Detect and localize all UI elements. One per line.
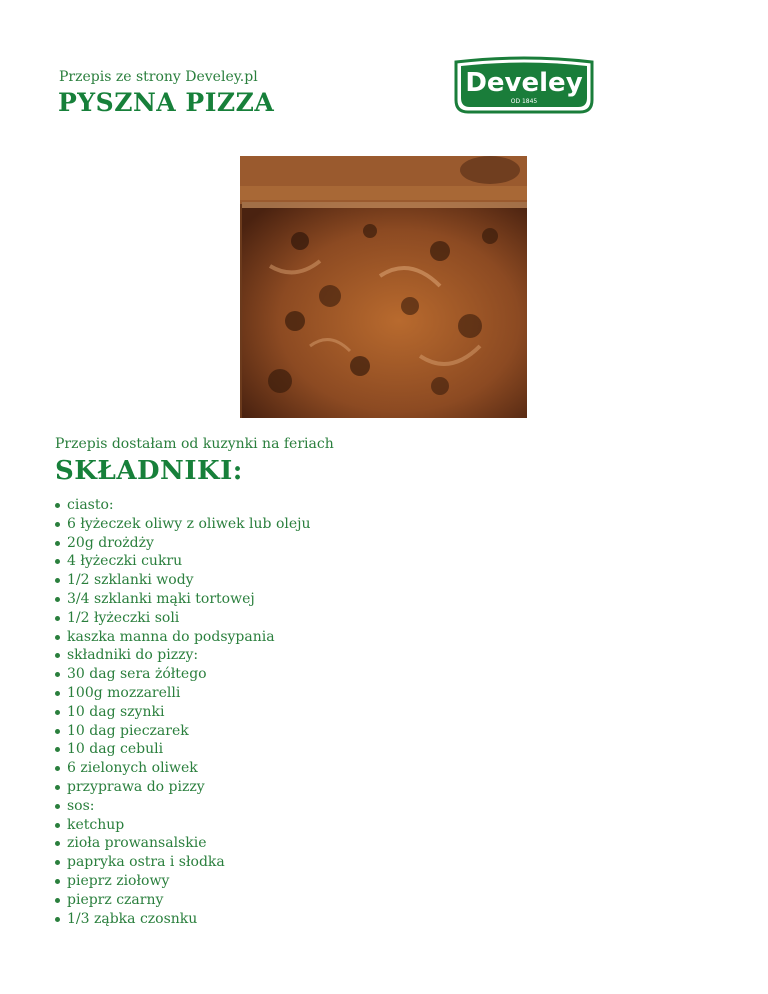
bullet-icon (55, 917, 60, 922)
list-item (55, 684, 311, 703)
ingredient-text: sos: (67, 797, 95, 814)
bullet-icon (55, 710, 60, 715)
bullet-icon (55, 522, 60, 527)
list-item (55, 628, 311, 647)
bullet-icon (55, 578, 60, 583)
ingredient-text: papryka ostra i słodka (67, 854, 225, 871)
ingredient-text: 100g mozzarelli (67, 684, 181, 701)
bullet-icon (55, 898, 60, 903)
list-item (55, 590, 311, 609)
ingredient-text: 6 zielonych oliwek (67, 760, 198, 777)
list-item (55, 891, 311, 910)
bullet-icon (55, 747, 60, 752)
list-item (55, 571, 311, 590)
list-item (55, 703, 311, 722)
list-item (55, 834, 311, 853)
ingredient-text: 20g drożdży (67, 534, 154, 551)
list-item (55, 872, 311, 891)
ingredient-text: 6 łyżeczek oliwy z oliwek lub oleju (67, 515, 311, 532)
bullet-icon (55, 597, 60, 602)
list-item (55, 816, 311, 835)
pizza-photo (240, 156, 527, 418)
list-item (55, 552, 311, 571)
bullet-icon (55, 823, 60, 828)
ingredient-text: 10 dag pieczarek (67, 722, 189, 739)
bullet-icon (55, 691, 60, 696)
intro-text: Przepis dostałam od kuzynki na feriach (55, 436, 334, 452)
ingredient-text: 1/3 ząbka czosnku (67, 910, 198, 927)
bullet-icon (55, 860, 60, 865)
ingredient-text: przyprawa do pizzy (67, 778, 205, 795)
list-item (55, 722, 311, 741)
bullet-icon (55, 559, 60, 564)
list-item (55, 778, 311, 797)
svg-text:OD 1845: OD 1845 (510, 98, 538, 105)
bullet-icon (55, 879, 60, 884)
ingredient-text: 30 dag sera żółtego (67, 666, 207, 683)
bullet-icon (55, 503, 60, 508)
ingredient-text: 4 łyżeczki cukru (67, 553, 183, 570)
list-item (55, 853, 311, 872)
bullet-icon (55, 766, 60, 771)
list-item (55, 646, 311, 665)
bullet-icon (55, 616, 60, 621)
ingredient-text: 1/2 szklanki wody (67, 572, 194, 589)
develey-logo[interactable] (452, 56, 596, 116)
list-item (55, 496, 311, 515)
bullet-icon (55, 653, 60, 658)
ingredient-text: pieprz ziołowy (67, 872, 170, 889)
page-title: PYSZNA PIZZA (58, 88, 275, 117)
bullet-icon (55, 672, 60, 677)
list-item (55, 609, 311, 628)
ingredient-text: 10 dag szynki (67, 703, 165, 720)
ingredients-heading: SKŁADNIKI: (55, 456, 243, 486)
list-item (55, 797, 311, 816)
bullet-icon (55, 635, 60, 640)
bullet-icon (55, 841, 60, 846)
ingredient-text: pieprz czarny (67, 891, 164, 908)
list-item (55, 534, 311, 553)
ingredient-text: ketchup (67, 816, 125, 833)
list-item (55, 665, 311, 684)
list-item (55, 910, 311, 929)
list-item (55, 515, 311, 534)
bullet-icon (55, 804, 60, 809)
develey-logo-graphic (452, 56, 596, 116)
ingredient-text: 3/4 szklanki mąki tortowej (67, 590, 255, 607)
list-item (55, 759, 311, 778)
ingredient-text: zioła prowansalskie (67, 835, 207, 852)
bullet-icon (55, 729, 60, 734)
ingredient-text: ciasto: (67, 497, 114, 513)
ingredients-list (55, 496, 311, 928)
ingredient-text: kaszka manna do podsypania (67, 628, 275, 645)
bullet-icon (55, 541, 60, 546)
ingredient-text: składniki do pizzy: (67, 647, 199, 664)
source-line: Przepis ze strony Develey.pl (59, 69, 258, 85)
ingredient-text: 10 dag cebuli (67, 741, 164, 758)
bullet-icon (55, 785, 60, 790)
svg-text:Develey: Develey (465, 68, 583, 98)
ingredient-text: 1/2 łyżeczki soli (67, 609, 180, 626)
list-item (55, 740, 311, 759)
